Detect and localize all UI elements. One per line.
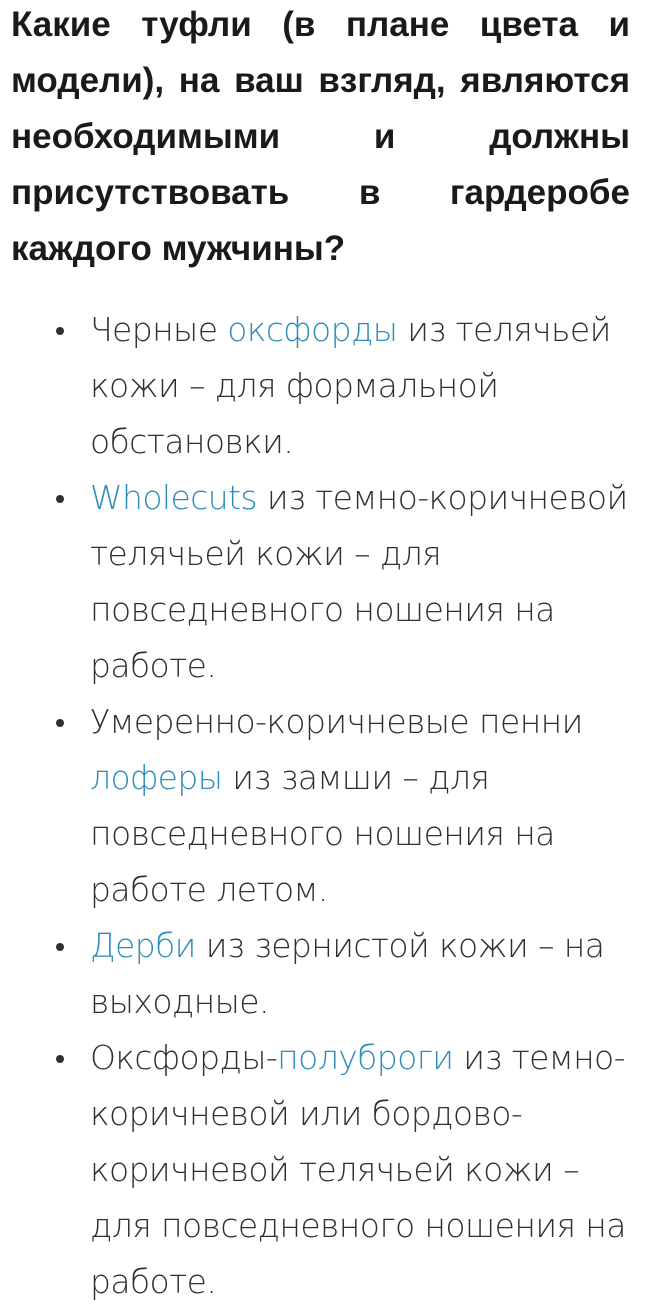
item-text: Черные <box>90 310 228 349</box>
question-heading: Какие туфли (в плане цвета и модели), на ваш взгляд, являются необходимыми и должны присутствовать в гардеробе каждого мужчины? <box>11 5 630 268</box>
item-text: из темно-коричневой или бордово-коричневой телячьей кожи – для повседневного ношения на работе. <box>90 1038 626 1301</box>
link-semi-brogues[interactable]: полуброги <box>277 1038 454 1077</box>
link-derby[interactable]: Дерби <box>90 926 196 965</box>
link-oxfords[interactable]: оксфорды <box>227 310 398 349</box>
shoe-list <box>0 302 661 1310</box>
list-item <box>0 470 661 694</box>
list-item <box>0 918 661 1030</box>
bullet-icon <box>56 1055 64 1063</box>
item-text: из зернистой кожи – на выходные. <box>90 926 605 1021</box>
link-loafers[interactable]: лоферы <box>90 758 223 797</box>
list-item <box>0 694 661 918</box>
bullet-icon <box>56 943 64 951</box>
list-item <box>0 302 661 470</box>
item-text: Умеренно-коричневые пенни <box>90 702 583 741</box>
bullet-icon <box>56 327 64 335</box>
item-text: из темно-коричневой телячьей кожи – для повседневного ношения на работе. <box>90 478 628 685</box>
bullet-icon <box>56 495 64 503</box>
link-wholecuts[interactable]: Wholecuts <box>90 478 257 517</box>
list-item <box>0 1030 661 1310</box>
item-text: из телячьей кожи – для формальной обстановки. <box>90 310 611 461</box>
bullet-icon <box>56 719 64 727</box>
item-text: Оксфорды- <box>90 1038 278 1077</box>
item-text: из замши – для повседневного ношения на работе летом. <box>90 758 555 909</box>
